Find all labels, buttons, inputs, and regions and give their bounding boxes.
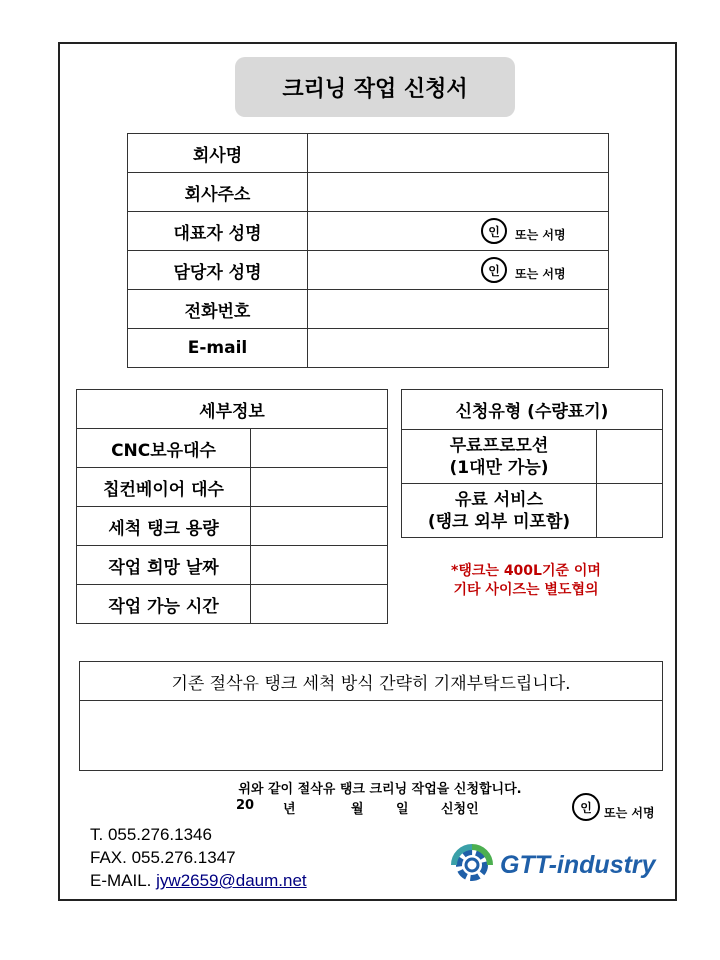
seal-area — [481, 257, 566, 283]
paid-service-title: 유료 서비스 — [454, 489, 544, 510]
phone-field[interactable] — [308, 290, 609, 329]
month-label: 월 — [351, 802, 364, 817]
tank-size-note — [420, 562, 632, 600]
year-label: 년 — [283, 802, 296, 817]
company-name-label: 회사명 — [128, 134, 308, 173]
table-row — [128, 173, 609, 212]
contact-email-link[interactable]: jyw2659@daum.net — [156, 871, 307, 890]
form-title: 크리닝 작업 신청서 — [235, 57, 515, 117]
year-prefix: 20 — [236, 798, 255, 813]
table-row — [128, 134, 609, 173]
manager-name-field[interactable] — [308, 251, 609, 290]
apply-type-table — [401, 389, 663, 538]
cleaning-method-header: 기존 절삭유 탱크 세척 방식 간략히 기재부탁드립니다. — [80, 662, 663, 701]
cnc-count-label: CNC보유대수 — [77, 429, 251, 468]
contact-fax: FAX. 055.276.1347 — [90, 848, 236, 867]
tank-capacity-label: 세척 탱크 용량 — [77, 507, 251, 546]
day-label: 일 — [396, 802, 409, 817]
ceo-name-field[interactable] — [308, 212, 609, 251]
tank-capacity-field[interactable] — [251, 507, 388, 546]
desired-date-label: 작업 희망 날짜 — [77, 546, 251, 585]
table-row — [77, 468, 388, 507]
gear-icon — [450, 843, 494, 887]
manager-name-label: 담당자 성명 — [128, 251, 308, 290]
contact-info — [90, 823, 307, 892]
table-row — [77, 546, 388, 585]
table-row — [77, 390, 388, 429]
free-promo-sub: (1대만 가능) — [449, 457, 549, 478]
company-logo — [450, 843, 656, 887]
cleaning-method-field[interactable] — [80, 701, 663, 771]
chip-conveyor-field[interactable] — [251, 468, 388, 507]
ceo-name-label: 대표자 성명 — [128, 212, 308, 251]
paid-service-label — [402, 484, 597, 538]
seal-stamp-icon: 인 — [481, 218, 507, 244]
company-info-table — [127, 133, 609, 368]
table-row — [128, 212, 609, 251]
email-field[interactable] — [308, 329, 609, 368]
apply-type-header: 신청유형 (수량표기) — [402, 390, 663, 430]
table-row — [402, 484, 663, 538]
table-row — [80, 662, 663, 701]
table-row — [80, 701, 663, 771]
free-promo-quantity-field[interactable] — [597, 430, 663, 484]
table-row — [77, 507, 388, 546]
table-row — [77, 429, 388, 468]
applicant-seal-area — [572, 793, 655, 821]
table-row — [402, 390, 663, 430]
cnc-count-field[interactable] — [251, 429, 388, 468]
detail-info-table — [76, 389, 388, 624]
note-line-1: *탱크는 400L기준 이며 — [451, 563, 601, 579]
detail-header: 세부정보 — [77, 390, 388, 429]
seal-area — [481, 218, 566, 244]
contact-email-row — [90, 869, 307, 892]
table-row — [128, 329, 609, 368]
paid-service-sub: (탱크 외부 미포함) — [427, 511, 571, 532]
applicant-label: 신청인 — [441, 802, 479, 817]
email-label: E-mail — [128, 329, 308, 368]
table-row — [77, 585, 388, 624]
cleaning-method-table — [79, 661, 663, 771]
seal-stamp-icon: 인 — [481, 257, 507, 283]
available-time-field[interactable] — [251, 585, 388, 624]
chip-conveyor-label: 칩컨베이어 대수 — [77, 468, 251, 507]
contact-phone: T. 055.276.1346 — [90, 825, 212, 844]
company-address-label: 회사주소 — [128, 173, 308, 212]
seal-note: 또는 서명 — [515, 227, 566, 242]
available-time-label: 작업 가능 시간 — [77, 585, 251, 624]
logo-text: GTT-industry — [500, 850, 656, 879]
table-row — [128, 290, 609, 329]
phone-label: 전화번호 — [128, 290, 308, 329]
seal-note: 또는 서명 — [515, 266, 566, 281]
seal-note: 또는 서명 — [604, 805, 655, 820]
company-address-field[interactable] — [308, 173, 609, 212]
free-promo-title: 무료프로모션 — [449, 435, 549, 456]
company-name-field[interactable] — [308, 134, 609, 173]
seal-stamp-icon: 인 — [572, 793, 600, 821]
contact-email-label: E-MAIL. — [90, 871, 152, 890]
table-row — [128, 251, 609, 290]
desired-date-field[interactable] — [251, 546, 388, 585]
paid-service-quantity-field[interactable] — [597, 484, 663, 538]
confirmation-text: 위와 같이 절삭유 탱크 크리닝 작업을 신청합니다. — [238, 782, 522, 797]
free-promo-label — [402, 430, 597, 484]
note-line-2: 기타 사이즈는 별도협의 — [453, 582, 599, 598]
table-row — [402, 430, 663, 484]
